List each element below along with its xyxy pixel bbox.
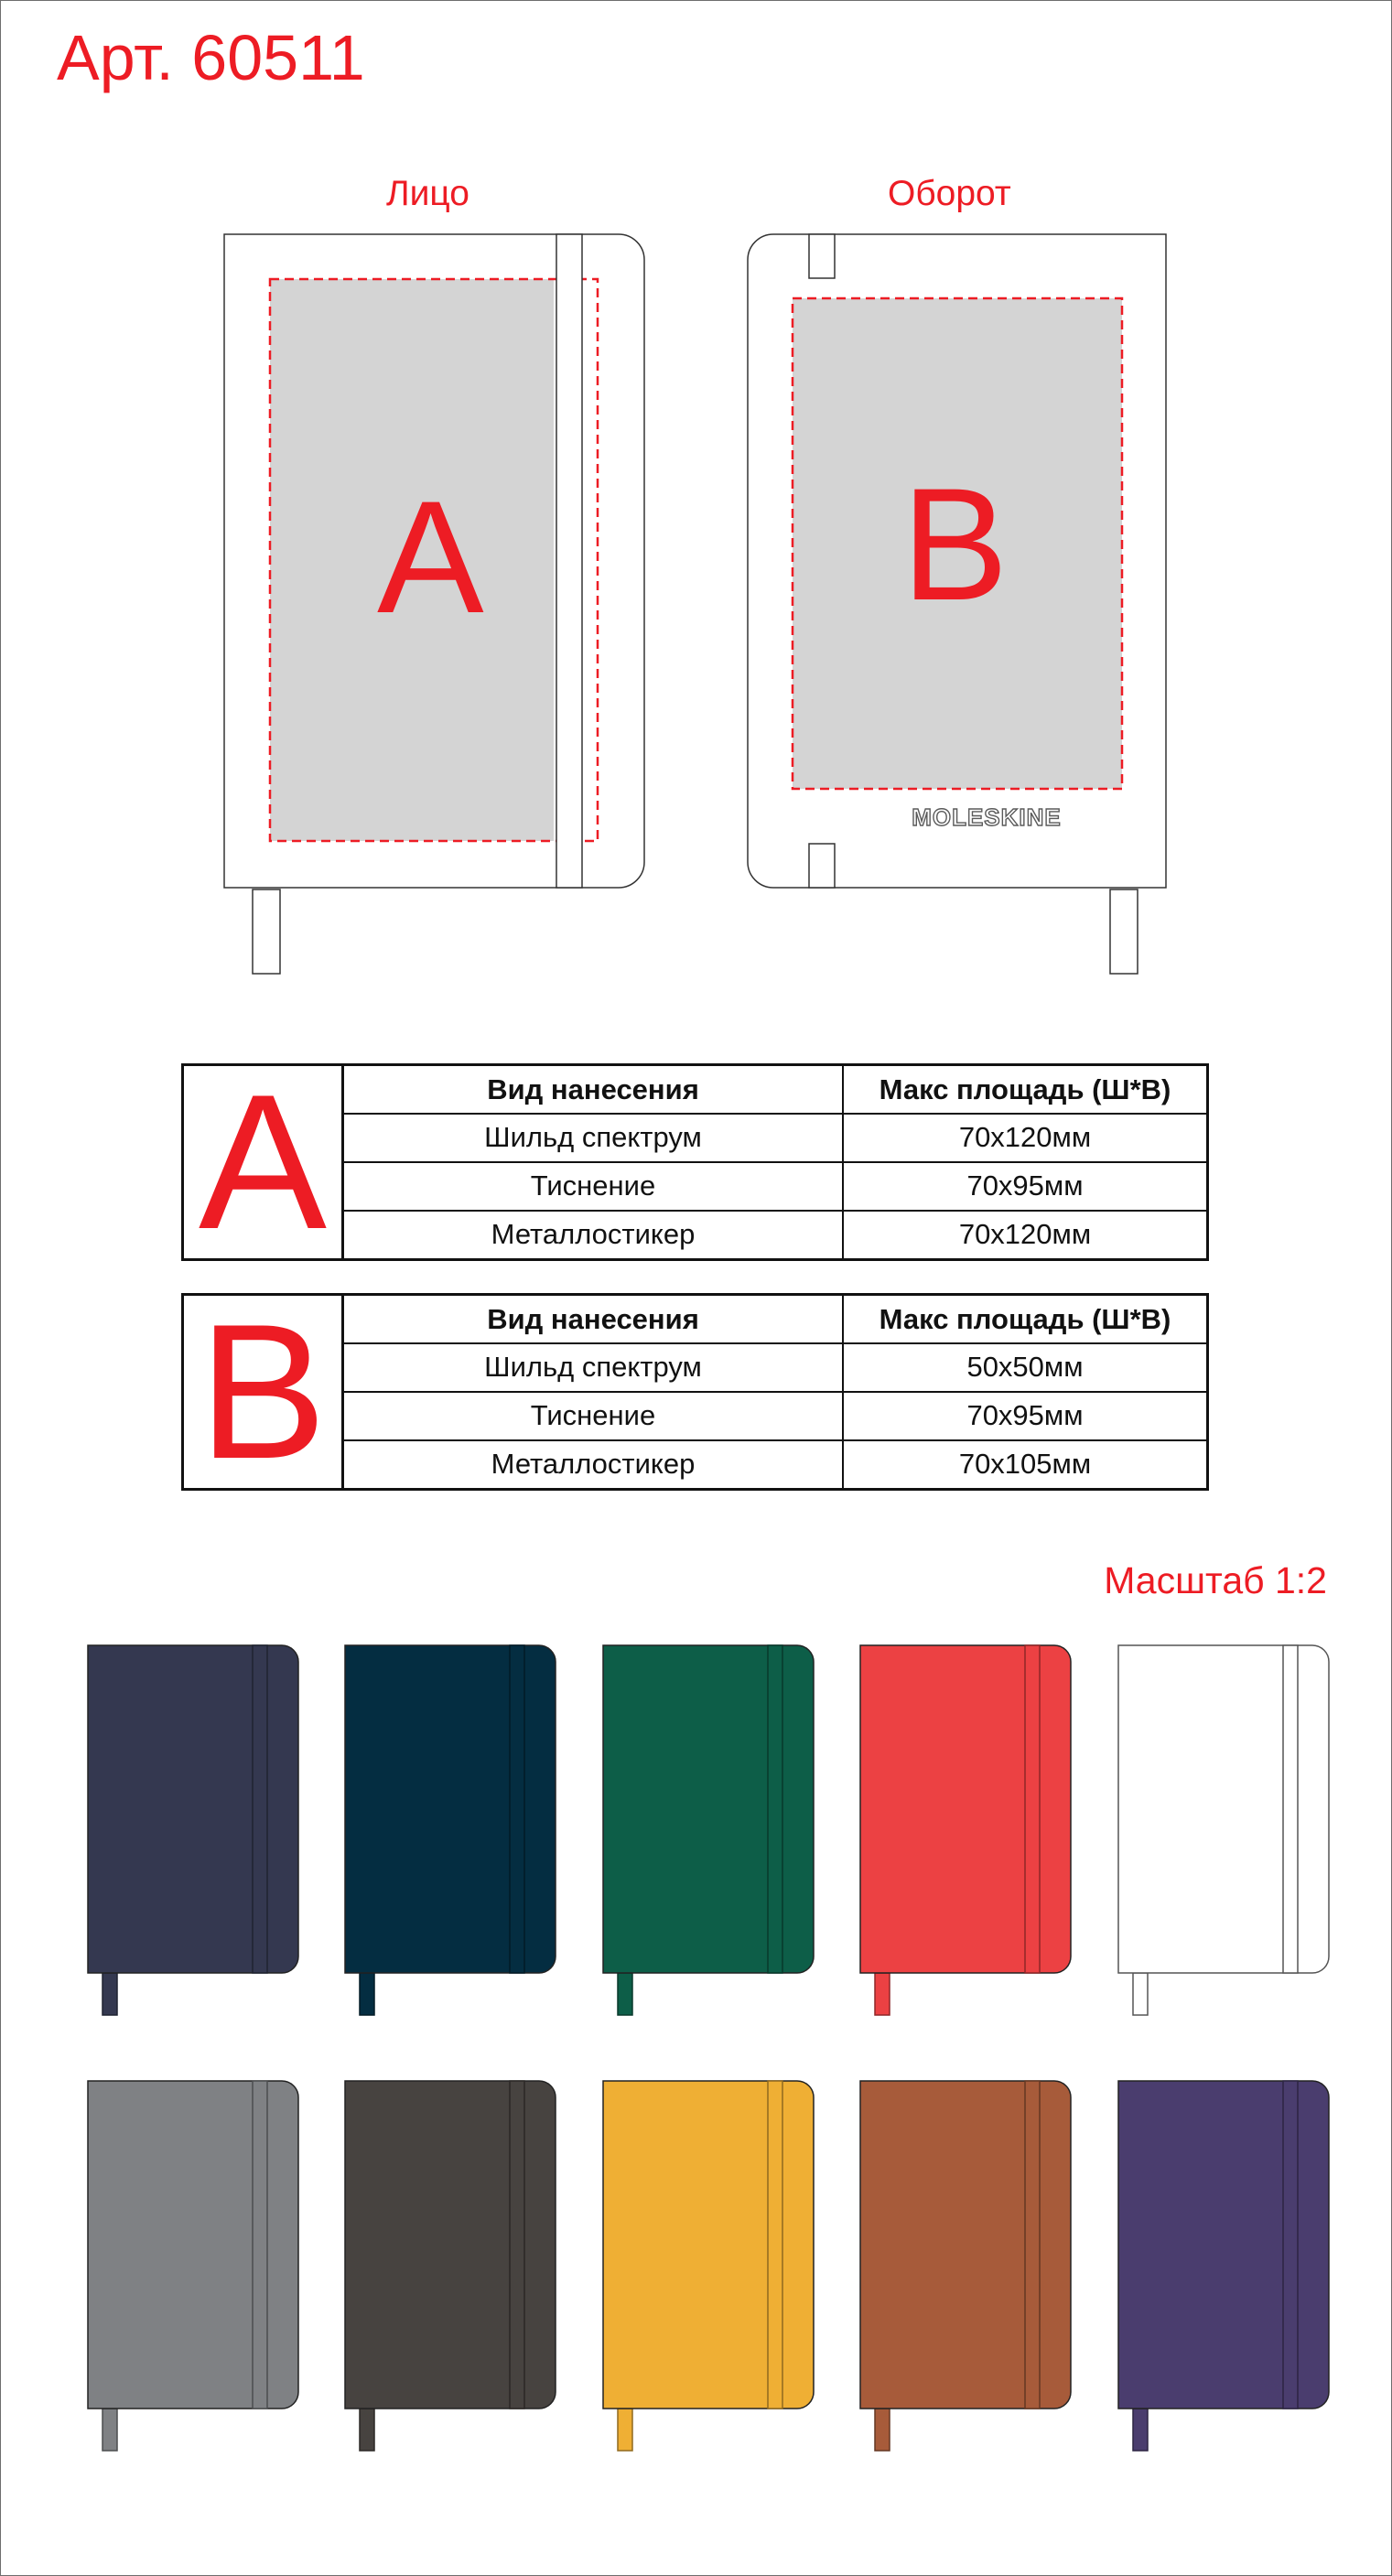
table-a-header-method: Вид нанесения	[343, 1065, 844, 1115]
notebook-swatch	[345, 2081, 556, 2451]
notebook-swatch	[88, 2081, 298, 2451]
table-b-header-area: Макс площадь (Ш*В)	[843, 1295, 1208, 1344]
table-a-cell-method: Тиснение	[343, 1162, 844, 1211]
swatch-elastic-band	[510, 2081, 524, 2409]
notebook-swatch	[88, 1645, 298, 2015]
notebook-swatch	[860, 1645, 1071, 2015]
back-zone-letter: B	[901, 456, 1009, 634]
swatch-ribbon	[103, 2409, 117, 2451]
swatch-ribbon	[1133, 2409, 1148, 2451]
notebook-swatch	[345, 1645, 556, 2015]
table-b-letter: B	[183, 1295, 343, 1490]
swatch-elastic-band	[1283, 1645, 1298, 1973]
front-view-label: Лицо	[386, 174, 469, 213]
swatch-ribbon	[875, 2409, 890, 2451]
table-b-cell-method: Шильд спектрум	[343, 1343, 844, 1392]
front-zone-letter: A	[377, 469, 484, 647]
notebook-swatch	[603, 2081, 814, 2451]
table-b-cell-area: 70х105мм	[843, 1440, 1208, 1490]
notebook-swatch	[1118, 1645, 1329, 2015]
swatch-ribbon	[103, 1973, 117, 2015]
swatch-elastic-band	[1025, 1645, 1040, 1973]
swatch-elastic-band	[1025, 2081, 1040, 2409]
table-b-cell-area: 70х95мм	[843, 1392, 1208, 1440]
swatch-ribbon	[875, 1973, 890, 2015]
table-a-cell-area: 70х120мм	[843, 1211, 1208, 1260]
swatch-ribbon	[360, 1973, 374, 2015]
swatch-elastic-band	[768, 1645, 782, 1973]
table-b-cell-method: Тиснение	[343, 1392, 844, 1440]
table-a-cell-area: 70х95мм	[843, 1162, 1208, 1211]
table-b-cell-method: Металлостикер	[343, 1440, 844, 1490]
swatch-elastic-band	[253, 2081, 267, 2409]
table-a-cell-area: 70х120мм	[843, 1114, 1208, 1162]
table-b-cell-area: 50х50мм	[843, 1343, 1208, 1392]
notebook-swatch	[603, 1645, 814, 2015]
swatch-elastic-band	[510, 1645, 524, 1973]
brand-logo-outline: MOLESKINE	[912, 803, 1062, 831]
swatch-ribbon	[1133, 1973, 1148, 2015]
swatch-ribbon	[618, 1973, 632, 2015]
swatch-elastic-band	[768, 2081, 782, 2409]
table-b-header-method: Вид нанесения	[343, 1295, 844, 1344]
article-title: Арт. 60511	[57, 22, 365, 93]
scale-label: Масштаб 1:2	[1104, 1559, 1327, 1601]
table-a-letter: A	[183, 1065, 343, 1260]
swatch-elastic-band	[253, 1645, 267, 1973]
swatch-ribbon	[360, 2409, 374, 2451]
table-a-cell-method: Металлостикер	[343, 1211, 844, 1260]
table-a-header-area: Макс площадь (Ш*В)	[843, 1065, 1208, 1115]
swatch-elastic-band	[1283, 2081, 1298, 2409]
swatch-ribbon	[618, 2409, 632, 2451]
notebook-swatch	[860, 2081, 1071, 2451]
table-a-cell-method: Шильд спектрум	[343, 1114, 844, 1162]
back-view-label: Оборот	[888, 174, 1011, 213]
notebook-swatch	[1118, 2081, 1329, 2451]
